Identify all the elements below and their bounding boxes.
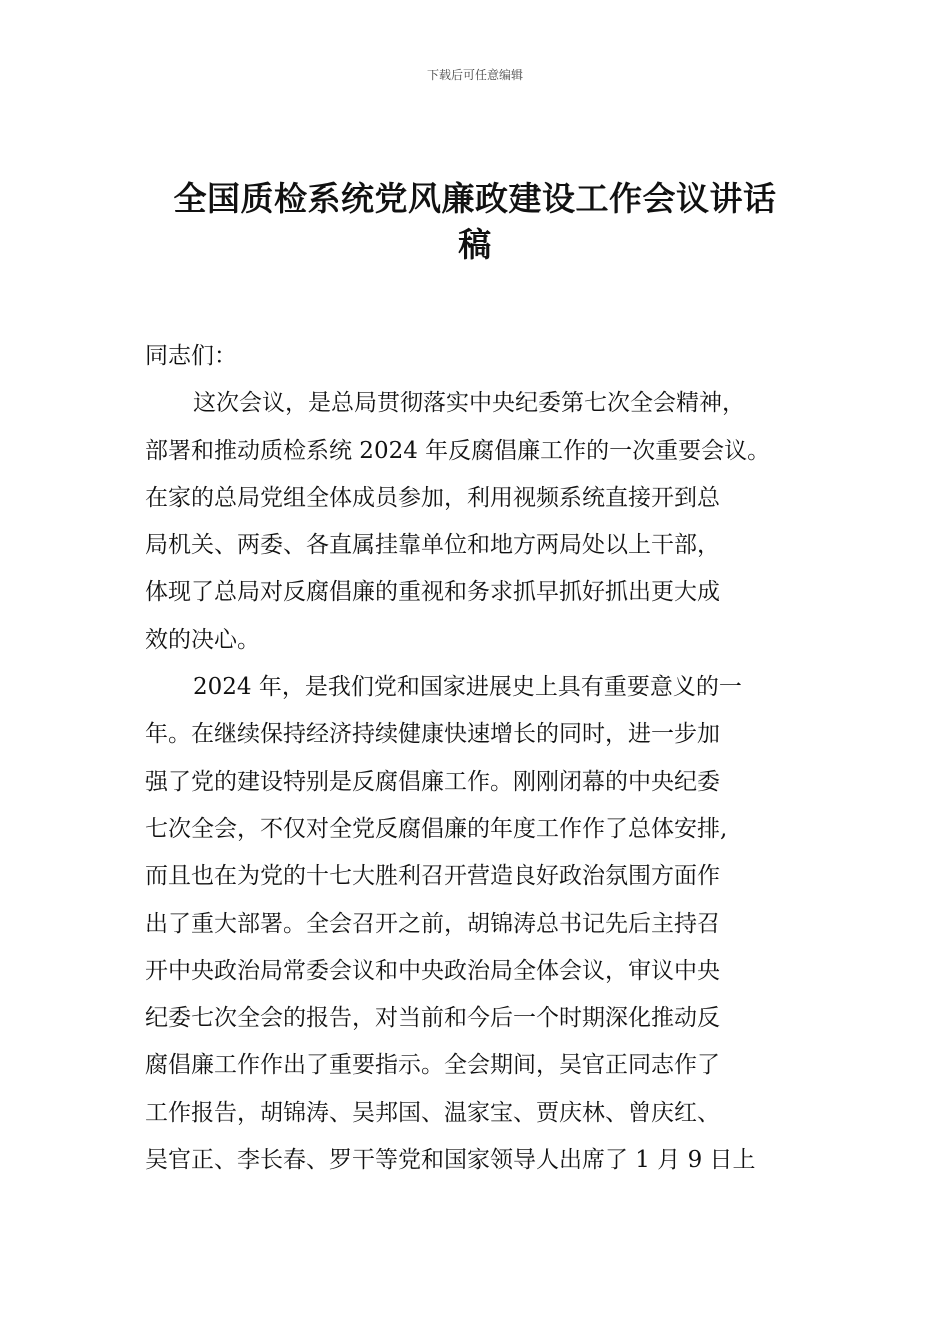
paragraph-line: 效的决心。 [145, 626, 260, 653]
paragraph-line: 腐倡廉工作作出了重要指示。全会期间，吴官正同志作了 [145, 1052, 720, 1079]
paragraph-line: 而且也在为党的十七大胜利召开营造良好政治氛围方面作 [145, 863, 720, 890]
paragraph-line: 吴官正、李长春、罗干等党和国家领导人出席了 1 月 9 日上 [145, 1147, 756, 1174]
paragraph-line: 强了党的建设特别是反腐倡廉工作。刚刚闭幕的中央纪委 [145, 768, 720, 795]
paragraph-line: 部署和推动质检系统 2024 年反腐倡廉工作的一次重要会议。 [145, 437, 771, 464]
paragraph-line: 纪委七次全会的报告，对当前和今后一个时期深化推动反 [145, 1005, 720, 1032]
paragraph-line: 2024 年，是我们党和国家进展史上具有重要意义的一 [193, 674, 742, 701]
title-line-2: 稿 [458, 225, 492, 264]
document-title [150, 176, 800, 268]
document-body [145, 333, 815, 1184]
salutation: 同志们： [145, 343, 237, 369]
paragraph-line: 出了重大部署。全会召开之前，胡锦涛总书记先后主持召 [145, 910, 720, 937]
paragraph-line: 这次会议，是总局贯彻落实中央纪委第七次全会精神， [193, 390, 745, 417]
paragraph-line: 在家的总局党组全体成员参加，利用视频系统直接开到总 [145, 484, 720, 511]
header-note: 下载后可任意编辑 [426, 68, 523, 82]
paragraph-line: 年。在继续保持经济持续健康快速增长的同时，进一步加 [145, 721, 720, 748]
paragraph-line: 七次全会，不仅对全党反腐倡廉的年度工作作了总体安排, [145, 815, 728, 842]
paragraph-line: 开中央政治局常委会议和中央政治局全体会议，审议中央 [145, 957, 720, 984]
paragraph-line: 工作报告，胡锦涛、吴邦国、温家宝、贾庆林、曾庆红、 [145, 1099, 720, 1126]
paragraph-line: 体现了总局对反腐倡廉的重视和务求抓早抓好抓出更大成 [145, 579, 720, 606]
title-line-1: 全国质检系统党风廉政建设工作会议讲话 [173, 179, 777, 218]
paragraph-line: 局机关、两委、各直属挂靠单位和地方两局处以上干部， [145, 532, 720, 559]
